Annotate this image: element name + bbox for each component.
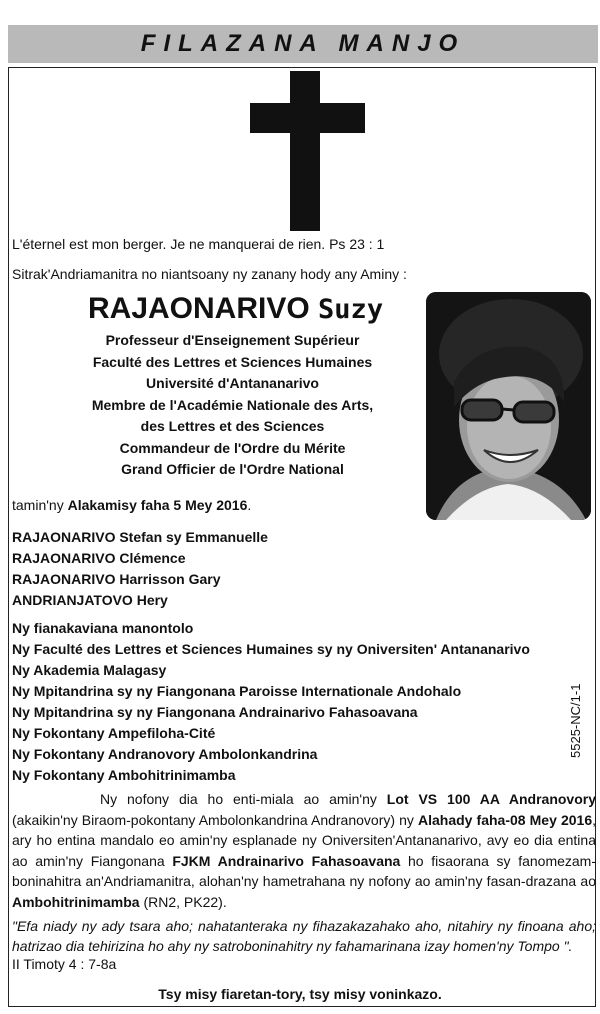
- list-item: Ny Mpitandrina sy ny Fiangonana Paroisse Internationale Andohalo: [12, 683, 462, 699]
- list-item: Ny Mpitandrina sy ny Fiangonana Andrainarivo Fahasoavana: [12, 704, 418, 720]
- list-item: Ny Akademia Malagasy: [12, 662, 167, 678]
- deceased-titles: [60, 330, 405, 481]
- list-item: Ny Fokontany Ambohitrinimamba: [12, 767, 236, 783]
- list-item: Ny Fokontany Ampefiloha-Cité: [12, 725, 216, 741]
- institution-list: [12, 618, 530, 786]
- deceased-name: [88, 292, 383, 326]
- closing-line: Tsy misy fiaretan-tory, tsy misy voninkazo.: [158, 986, 442, 1002]
- quote-source: II Timoty 4 : 7-8a: [12, 956, 117, 972]
- funeral-date: Alahady faha-08 Mey 2016: [417, 811, 593, 828]
- details-text: (RN2, PK22).: [139, 893, 227, 910]
- scripture-quote: "Efa niady ny ady tsara aho; nahatanteraka ny fihazakazahako aho, nitahiry ny finoana aho; hatrizao dia tehirizina ho ahy ny satroboninahitry ny fahamarinana izay homen'ny Tompo ".: [12, 918, 596, 954]
- church-name: FJKM Andrainarivo Fahasoavana: [172, 852, 401, 869]
- deceased-surname: RAJAONARIVO: [88, 292, 310, 325]
- date-line: [12, 497, 251, 513]
- title-line: Commandeur de l'Ordre du Mérite: [119, 439, 346, 456]
- funeral-details: [12, 789, 596, 912]
- portrait-illustration: [426, 292, 591, 520]
- title-line: Professeur d'Enseignement Supérieur: [105, 332, 360, 348]
- details-text: (akaikin'ny Biraom-pokontany Ambolonkandrina Andranovory) ny: [12, 811, 418, 828]
- list-item: RAJAONARIVO Harrisson Gary: [12, 571, 221, 587]
- header-title: FILAZANA MANJO: [140, 30, 466, 57]
- cross-icon: [290, 71, 320, 231]
- title-line: Université d'Antananarivo: [146, 375, 319, 391]
- list-item: Ny Faculté des Lettres et Sciences Humaines sy ny Oniversiten' Antananarivo: [12, 641, 530, 657]
- date-suffix: .: [247, 497, 252, 513]
- title-line: Membre de l'Académie Nationale des Arts,: [91, 396, 374, 413]
- details-text: ho fisaorana sy fanomezam-boninahitra an'Andriamanitra, alohan'ny hametrahana ny nofony ao amin'ny fasan-drazana ao: [12, 852, 596, 889]
- cross-icon-arm: [250, 103, 365, 133]
- list-item: Ny Fokontany Andranovory Ambolonkandrina: [12, 746, 318, 762]
- announcement-line: Sitrak'Andriamanitra no niantsoany ny zanany hody any Aminy :: [12, 266, 407, 282]
- location-lot: Lot VS 100 AA Andranovory: [386, 791, 596, 807]
- list-item: RAJAONARIVO Stefan sy Emmanuelle: [12, 529, 268, 545]
- opening-verse: L'éternel est mon berger. Je ne manquerai de rien. Ps 23 : 1: [12, 236, 385, 252]
- list-item: Ny fianakaviana manontolo: [12, 620, 194, 636]
- deceased-firstname: Suzy: [318, 294, 384, 325]
- header-banner: [8, 25, 598, 63]
- title-line: des Lettres et des Sciences: [140, 418, 325, 434]
- burial-place: Ambohitrinimamba: [12, 893, 140, 910]
- list-item: ANDRIANJATOVO Hery: [12, 592, 168, 608]
- date-prefix: tamin'ny: [12, 497, 68, 513]
- reference-code: 5525-NC/1-1: [568, 683, 583, 758]
- title-line: Faculté des Lettres et Sciences Humaines: [92, 353, 373, 370]
- portrait-photo: [426, 292, 591, 520]
- family-list: [12, 527, 268, 611]
- details-text: Ny nofony dia ho enti-miala ao amin'ny: [100, 791, 387, 807]
- death-date: Alakamisy faha 5 Mey 2016: [67, 497, 248, 513]
- title-line: Grand Officier de l'Ordre National: [121, 461, 344, 477]
- details-text: , ary ho entina mandalo eo amin'ny esplanade ny Oniversiten'Antananarivo, avy eo dia entina ao amin'ny Fiangonana: [12, 811, 596, 869]
- list-item: RAJAONARIVO Clémence: [12, 550, 186, 566]
